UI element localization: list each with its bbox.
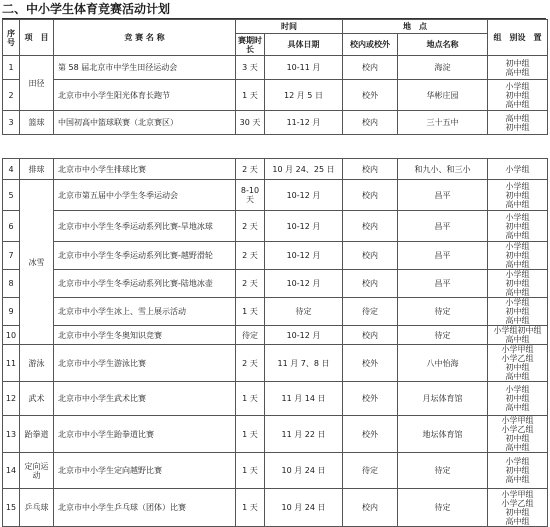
header-item: 项 目 [20,20,54,56]
cell-date: 10-12 月 [265,242,343,270]
header-period: 赛期时长 [236,34,265,56]
cell-name: 北京市中小学生游泳比赛 [54,345,236,382]
cell-name: 北京市中小学生冬季运动系列比赛-旱地冰球 [54,211,236,242]
cell-date: 10 月 24 日 [265,489,343,527]
cell-name: 北京市中小学生乒乓球（团体）比赛 [54,489,236,527]
cell-seq: 10 [3,326,20,345]
table-row [3,111,548,135]
cell-seq: 2 [3,80,20,111]
competition-table-part-2 [2,158,548,527]
table-row [3,453,548,489]
cell-period: 1 天 [236,416,265,453]
table-row [3,56,548,80]
cell-inout: 校外 [343,345,398,382]
table-row [3,242,548,270]
header-seq: 序号 [3,20,20,56]
header-place: 地 点 [343,20,488,34]
cell-placename: 昌平 [398,270,488,298]
cell-inout: 校内 [343,326,398,345]
cell-date: 12 月 5 日 [265,80,343,111]
cell-item: 乒乓球 [20,489,54,527]
cell-inout: 校外 [343,80,398,111]
header-placename: 地点名称 [398,34,488,56]
cell-period: 1 天 [236,382,265,416]
header-inout: 校内或校外 [343,34,398,56]
cell-inout: 校内 [343,270,398,298]
cell-name: 北京市中小学生跆拳道比赛 [54,416,236,453]
cell-placename: 昌平 [398,211,488,242]
cell-seq: 13 [3,416,20,453]
cell-groups: 小学组初中组 高中组 [488,326,548,345]
cell-groups: 小学甲组 小学乙组 初中组 高中组 [488,345,548,382]
cell-name: 第 58 届北京市中学生田径运动会 [54,56,236,80]
table-row [3,326,548,345]
table-row [3,80,548,111]
cell-seq: 4 [3,159,20,180]
page-break-gap [0,136,550,158]
cell-inout: 校内 [343,111,398,135]
cell-seq: 12 [3,382,20,416]
cell-placename: 三十五中 [398,111,488,135]
cell-name: 北京市第五届中小学生冬季运动会 [54,180,236,211]
cell-inout: 校内 [343,56,398,80]
cell-item: 武术 [20,382,54,416]
cell-date: 11 月 22 日 [265,416,343,453]
section-heading [2,2,170,16]
table-row [3,345,548,382]
cell-name: 北京市中小学生排球比赛 [54,159,236,180]
cell-date: 11-12 月 [265,111,343,135]
cell-groups: 初中组 高中组 [488,56,548,80]
cell-groups: 小学组 初中组 高中组 [488,180,548,211]
cell-placename: 待定 [398,298,488,326]
header-name: 竞 赛 名 称 [54,20,236,56]
cell-seq: 8 [3,270,20,298]
header-date: 具体日期 [265,34,343,56]
section-heading-text: 二、中小学生体育竞赛活动计划 [2,2,171,16]
cell-date: 10-12 月 [265,211,343,242]
cell-placename: 华彬庄园 [398,80,488,111]
cell-seq: 7 [3,242,20,270]
table-row [3,382,548,416]
cell-item: 冰雪 [20,180,54,345]
cell-period: 1 天 [236,489,265,527]
cell-seq: 11 [3,345,20,382]
cell-placename: 待定 [398,326,488,345]
cell-item: 排球 [20,159,54,180]
cell-groups: 小学组 初中组 高中组 [488,382,548,416]
cell-date: 10-12 月 [265,180,343,211]
cell-item: 篮球 [20,111,54,135]
cell-period: 1 天 [236,453,265,489]
cell-period: 2 天 [236,159,265,180]
cell-placename: 待定 [398,453,488,489]
table-row [3,270,548,298]
cell-groups: 小学组 初中组 高中组 [488,211,548,242]
cell-inout: 待定 [343,453,398,489]
cell-inout: 待定 [343,298,398,326]
cell-seq: 1 [3,56,20,80]
cell-placename: 昌平 [398,242,488,270]
cell-placename: 昌平 [398,180,488,211]
cell-name: 北京市中小学生定向越野比赛 [54,453,236,489]
cell-groups: 小学组 初中组 高中组 [488,453,548,489]
cell-name: 北京市中小学生武术比赛 [54,382,236,416]
cell-groups: 小学组 [488,159,548,180]
cell-placename: 待定 [398,489,488,527]
cell-date: 10 月 24 日 [265,453,343,489]
cell-seq: 5 [3,180,20,211]
table-row [3,159,548,180]
cell-seq: 3 [3,111,20,135]
cell-name: 北京市中小学生冬季运动系列比赛-陆地冰壶 [54,270,236,298]
cell-period: 待定 [236,326,265,345]
cell-groups: 小学甲组 小学乙组 初中组 高中组 [488,489,548,527]
cell-groups: 高中组 初中组 [488,111,548,135]
cell-name: 中国初高中篮球联赛（北京赛区） [54,111,236,135]
cell-date: 11 月 14 日 [265,382,343,416]
cell-name: 北京市中小学生冬季运动系列比赛-越野滑轮 [54,242,236,270]
cell-name: 北京市中小学生冰上、雪上展示活动 [54,298,236,326]
cell-item: 定向运动 [20,453,54,489]
cell-groups: 小学组 初中组 高中组 [488,270,548,298]
table-row [3,416,548,453]
cell-item: 跆拳道 [20,416,54,453]
table-row [3,180,548,211]
cell-placename: 海淀 [398,56,488,80]
cell-seq: 14 [3,453,20,489]
cell-groups: 小学组 初中组 高中组 [488,80,548,111]
cell-inout: 校外 [343,416,398,453]
cell-period: 2 天 [236,211,265,242]
cell-placename: 八中怡海 [398,345,488,382]
cell-period: 2 天 [236,345,265,382]
cell-period: 30 天 [236,111,265,135]
cell-inout: 校外 [343,382,398,416]
cell-inout: 校内 [343,242,398,270]
cell-seq: 15 [3,489,20,527]
table-row [3,489,548,527]
cell-groups: 小学组 初中组 高中组 [488,298,548,326]
cell-period: 2 天 [236,270,265,298]
cell-date: 待定 [265,298,343,326]
table-row [3,211,548,242]
header-time: 时间 [236,20,343,34]
cell-period: 1 天 [236,298,265,326]
cell-seq: 6 [3,211,20,242]
cell-inout: 校内 [343,159,398,180]
cell-period: 2 天 [236,242,265,270]
cell-groups: 小学组 初中组 高中组 [488,242,548,270]
table-row [3,298,548,326]
cell-placename: 和九小、和三小 [398,159,488,180]
cell-date: 10-12 月 [265,326,343,345]
cell-period: 1 天 [236,80,265,111]
cell-date: 10 月 24、25 日 [265,159,343,180]
cell-item: 游泳 [20,345,54,382]
cell-inout: 校内 [343,489,398,527]
cell-date: 10-11 月 [265,56,343,80]
cell-period: 8-10天 [236,180,265,211]
cell-date: 10-12 月 [265,270,343,298]
competition-table-part-1 [2,19,548,135]
cell-inout: 校内 [343,211,398,242]
cell-name: 北京市中小学生阳光体育长跑节 [54,80,236,111]
cell-period: 3 天 [236,56,265,80]
cell-placename: 月坛体育馆 [398,382,488,416]
cell-placename: 地坛体育馆 [398,416,488,453]
cell-item: 田径 [20,56,54,111]
cell-inout: 校内 [343,180,398,211]
cell-date: 11 月 7、8 日 [265,345,343,382]
cell-seq: 9 [3,298,20,326]
header-group: 组 别设 置 [488,20,548,56]
cell-name: 北京市中小学生冬奥知识竞赛 [54,326,236,345]
cell-groups: 小学甲组 小学乙组 初中组 高中组 [488,416,548,453]
